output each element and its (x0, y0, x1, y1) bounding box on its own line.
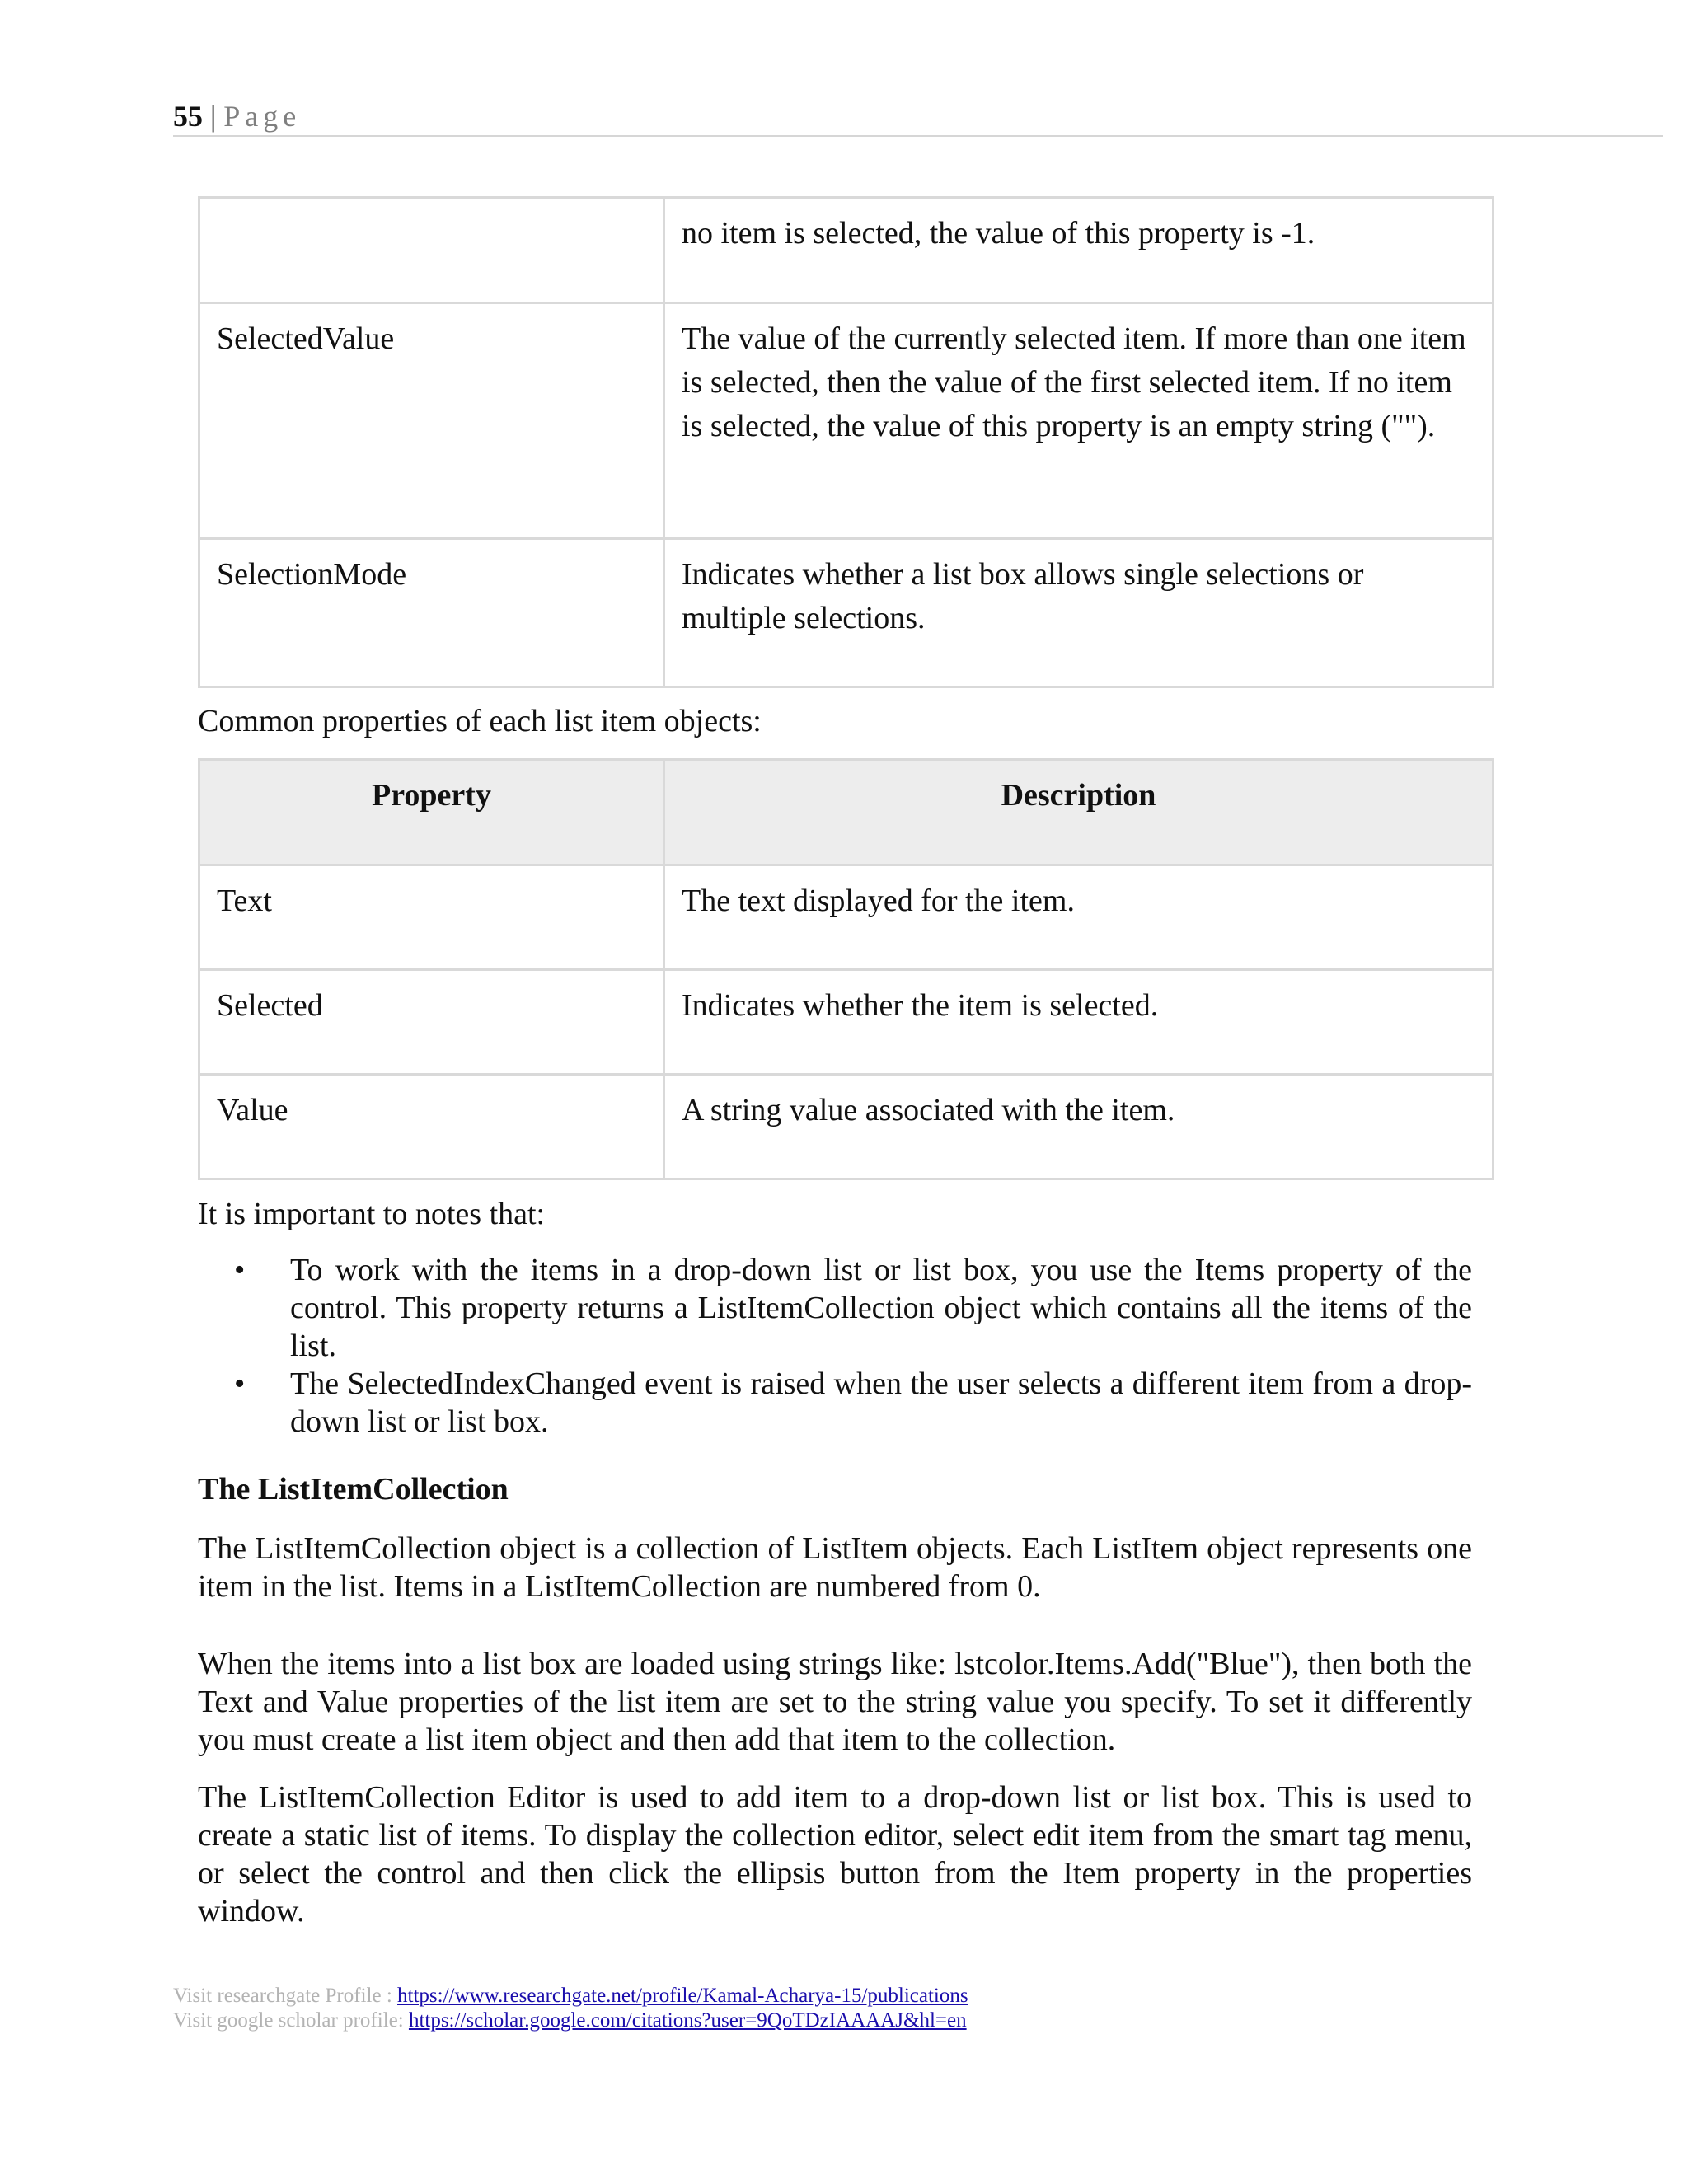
property-cell: SelectedValue (199, 303, 664, 539)
listbox-properties-table-continued (198, 196, 1494, 688)
paragraph: The ListItemCollection object is a collection of ListItem objects. Each ListItem object represents one item in the list. Items in a ListItemCollection are numbered from 0. (198, 1531, 1472, 1604)
page-label: Page (223, 100, 302, 133)
google-scholar-link[interactable]: https://scholar.google.com/citations?user=9QoTDzIAAAAJ&hl=en (408, 2009, 967, 2032)
property-cell (199, 198, 664, 303)
list-item (198, 1365, 1472, 1441)
notes-intro: It is important to notes that: (198, 1197, 546, 1231)
description-cell: Indicates whether a list box allows single selections or multiple selections. (664, 539, 1493, 687)
table-row (199, 865, 1493, 970)
property-cell: Selected (199, 970, 664, 1075)
footer-researchgate (173, 1984, 1409, 2008)
bullet-icon: • (234, 1366, 246, 1401)
notes-list (198, 1251, 1472, 1441)
paragraph: The ListItemCollection Editor is used to add item to a drop-down list or list box. This is used to create a static list of items. To display the collection editor, select edit item from the smart tag menu, or select the control and then click the ellipsis button from the Item property in the properties window. (198, 1780, 1472, 1929)
description-cell: The text displayed for the item. (664, 865, 1493, 970)
description-cell: The value of the currently selected item. If more than one item is selected, then the value of the first selected item. If no item is selected, the value of this property is an empty string (""). (664, 303, 1493, 539)
page-header (173, 97, 1663, 137)
list-item-text: To work with the items in a drop-down list or list box, you use the Items property of the control. This property returns a ListItemCollection object which contains all the items of the list. (290, 1253, 1472, 1363)
list-item-properties-table (198, 758, 1494, 1180)
list-item (198, 1251, 1472, 1365)
table-caption: Common properties of each list item objects: (198, 704, 762, 738)
researchgate-link[interactable]: https://www.researchgate.net/profile/Kamal-Acharya-15/publications (397, 1985, 968, 2007)
property-cell: Value (199, 1075, 664, 1179)
table-header-row (199, 760, 1493, 865)
list-item-text: The SelectedIndexChanged event is raised when the user selects a different item from a drop-down list or list box. (290, 1366, 1472, 1439)
section-heading: The ListItemCollection (198, 1472, 509, 1507)
table-row (199, 539, 1493, 687)
header-separator: | (203, 100, 224, 133)
table-row (199, 1075, 1493, 1179)
table-row (199, 198, 1493, 303)
description-cell: A string value associated with the item. (664, 1075, 1493, 1179)
property-cell: Text (199, 865, 664, 970)
table-row (199, 303, 1493, 539)
footer-label: Visit researchgate Profile : (173, 1985, 398, 2007)
bullet-icon: • (234, 1253, 246, 1287)
paragraph: When the items into a list box are loaded using strings like: lstcolor.Items.Add("Blue"), then both the Text and Value properties of the list item are set to the string value you specify. To set it differently you must create a list item object and then add that item to the collection. (198, 1647, 1472, 1757)
page-number: 55 (173, 100, 203, 133)
description-cell: no item is selected, the value of this property is -1. (664, 198, 1493, 303)
description-cell: Indicates whether the item is selected. (664, 970, 1493, 1075)
table-row (199, 970, 1493, 1075)
property-cell: SelectionMode (199, 539, 664, 687)
column-header-property: Property (199, 760, 664, 865)
column-header-description: Description (664, 760, 1493, 865)
footer-scholar (173, 2008, 1409, 2033)
footer-label: Visit google scholar profile: (173, 2009, 409, 2032)
